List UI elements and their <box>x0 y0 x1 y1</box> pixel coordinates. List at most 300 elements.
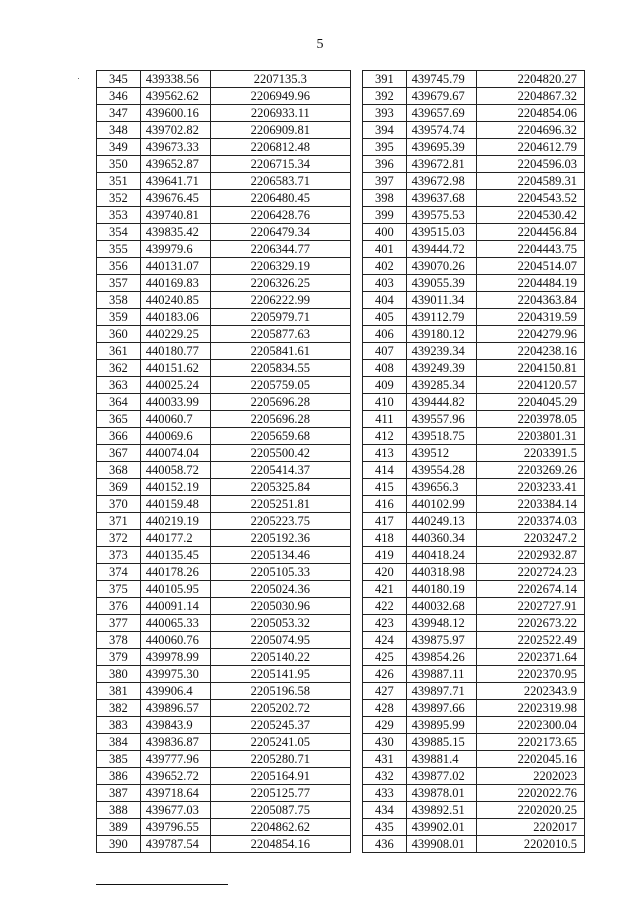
x-coordinate-cell: 440180.19 <box>406 581 476 598</box>
y-coordinate-cell: 2205202.72 <box>210 700 350 717</box>
x-coordinate-cell: 439652.72 <box>140 768 210 785</box>
y-coordinate-cell: 2206812.48 <box>210 139 350 156</box>
point-number-cell: 389 <box>97 819 141 836</box>
table-row <box>97 683 351 700</box>
x-coordinate-cell: 440065.33 <box>140 615 210 632</box>
point-number-cell: 355 <box>97 241 141 258</box>
table-row <box>97 258 351 275</box>
y-coordinate-cell: 2204589.31 <box>476 173 584 190</box>
table-row <box>363 751 585 768</box>
y-coordinate-cell: 2205696.28 <box>210 411 350 428</box>
table-row <box>97 819 351 836</box>
table-row <box>97 615 351 632</box>
table-row <box>363 666 585 683</box>
x-coordinate-cell: 439836.87 <box>140 734 210 751</box>
x-coordinate-cell: 440229.25 <box>140 326 210 343</box>
point-number-cell: 356 <box>97 258 141 275</box>
y-coordinate-cell: 2204484.19 <box>476 275 584 292</box>
y-coordinate-cell: 2204279.96 <box>476 326 584 343</box>
y-coordinate-cell: 2204854.16 <box>210 836 350 853</box>
table-row <box>363 598 585 615</box>
point-number-cell: 375 <box>97 581 141 598</box>
point-number-cell: 384 <box>97 734 141 751</box>
y-coordinate-cell: 2204867.32 <box>476 88 584 105</box>
x-coordinate-cell: 440318.98 <box>406 564 476 581</box>
table-row <box>97 462 351 479</box>
point-number-cell: 374 <box>97 564 141 581</box>
point-number-cell: 408 <box>363 360 407 377</box>
table-row <box>363 819 585 836</box>
x-coordinate-cell: 439575.53 <box>406 207 476 224</box>
y-coordinate-cell: 2206715.34 <box>210 156 350 173</box>
y-coordinate-cell: 2205087.75 <box>210 802 350 819</box>
table-row <box>363 292 585 309</box>
x-coordinate-cell: 439557.96 <box>406 411 476 428</box>
table-row <box>363 173 585 190</box>
table-row <box>363 258 585 275</box>
table-row <box>363 836 585 853</box>
y-coordinate-cell: 2205759.05 <box>210 377 350 394</box>
point-number-cell: 406 <box>363 326 407 343</box>
table-row <box>363 734 585 751</box>
x-coordinate-cell: 439249.39 <box>406 360 476 377</box>
y-coordinate-cell: 2206949.96 <box>210 88 350 105</box>
y-coordinate-cell: 2204820.27 <box>476 71 584 88</box>
y-coordinate-cell: 2203978.05 <box>476 411 584 428</box>
table-row <box>363 530 585 547</box>
y-coordinate-cell: 2205834.55 <box>210 360 350 377</box>
table-row <box>363 241 585 258</box>
x-coordinate-cell: 439854.26 <box>406 649 476 666</box>
footnote-separator <box>96 884 228 885</box>
y-coordinate-cell: 2204456.84 <box>476 224 584 241</box>
x-coordinate-cell: 439796.55 <box>140 819 210 836</box>
point-number-cell: 363 <box>97 377 141 394</box>
y-coordinate-cell: 2204238.16 <box>476 343 584 360</box>
table-row <box>363 802 585 819</box>
point-number-cell: 358 <box>97 292 141 309</box>
x-coordinate-cell: 439979.6 <box>140 241 210 258</box>
point-number-cell: 350 <box>97 156 141 173</box>
table-row <box>97 598 351 615</box>
y-coordinate-cell: 2206344.77 <box>210 241 350 258</box>
y-coordinate-cell: 2204862.62 <box>210 819 350 836</box>
x-coordinate-cell: 440159.48 <box>140 496 210 513</box>
x-coordinate-cell: 439897.66 <box>406 700 476 717</box>
table-row <box>363 513 585 530</box>
point-number-cell: 427 <box>363 683 407 700</box>
x-coordinate-cell: 439515.03 <box>406 224 476 241</box>
y-coordinate-cell: 2205659.68 <box>210 428 350 445</box>
point-number-cell: 368 <box>97 462 141 479</box>
point-number-cell: 382 <box>97 700 141 717</box>
point-number-cell: 395 <box>363 139 407 156</box>
table-row <box>363 632 585 649</box>
y-coordinate-cell: 2206909.81 <box>210 122 350 139</box>
table-row <box>97 445 351 462</box>
point-number-cell: 420 <box>363 564 407 581</box>
point-number-cell: 411 <box>363 411 407 428</box>
y-coordinate-cell: 2204543.52 <box>476 190 584 207</box>
y-coordinate-cell: 2204514.07 <box>476 258 584 275</box>
table-row <box>363 785 585 802</box>
table-row <box>363 88 585 105</box>
table-row <box>97 394 351 411</box>
point-number-cell: 412 <box>363 428 407 445</box>
point-number-cell: 393 <box>363 105 407 122</box>
x-coordinate-cell: 439672.81 <box>406 156 476 173</box>
table-row <box>97 751 351 768</box>
x-coordinate-cell: 440249.13 <box>406 513 476 530</box>
table-row <box>97 717 351 734</box>
x-coordinate-cell: 439892.51 <box>406 802 476 819</box>
table-row <box>97 190 351 207</box>
x-coordinate-cell: 439718.64 <box>140 785 210 802</box>
y-coordinate-cell: 2202017 <box>476 819 584 836</box>
y-coordinate-cell: 2205196.58 <box>210 683 350 700</box>
table-row <box>363 649 585 666</box>
x-coordinate-cell: 439239.34 <box>406 343 476 360</box>
y-coordinate-cell: 2205500.42 <box>210 445 350 462</box>
point-number-cell: 391 <box>363 71 407 88</box>
x-coordinate-cell: 440135.45 <box>140 547 210 564</box>
x-coordinate-cell: 440151.62 <box>140 360 210 377</box>
y-coordinate-cell: 2205280.71 <box>210 751 350 768</box>
x-coordinate-cell: 439285.34 <box>406 377 476 394</box>
x-coordinate-cell: 439656.3 <box>406 479 476 496</box>
point-number-cell: 416 <box>363 496 407 513</box>
point-number-cell: 361 <box>97 343 141 360</box>
x-coordinate-cell: 439338.56 <box>140 71 210 88</box>
x-coordinate-cell: 439672.98 <box>406 173 476 190</box>
point-number-cell: 435 <box>363 819 407 836</box>
y-coordinate-cell: 2203801.31 <box>476 428 584 445</box>
point-number-cell: 364 <box>97 394 141 411</box>
x-coordinate-cell: 440102.99 <box>406 496 476 513</box>
x-coordinate-cell: 439875.97 <box>406 632 476 649</box>
y-coordinate-cell: 2205030.96 <box>210 598 350 615</box>
y-coordinate-cell: 2202023 <box>476 768 584 785</box>
x-coordinate-cell: 440058.72 <box>140 462 210 479</box>
table-row <box>363 190 585 207</box>
x-coordinate-cell: 440178.26 <box>140 564 210 581</box>
y-coordinate-cell: 2204363.84 <box>476 292 584 309</box>
table-row <box>97 836 351 853</box>
table-row <box>97 802 351 819</box>
point-number-cell: 359 <box>97 309 141 326</box>
point-number-cell: 378 <box>97 632 141 649</box>
point-number-cell: 399 <box>363 207 407 224</box>
table-row <box>97 360 351 377</box>
table-row <box>363 496 585 513</box>
x-coordinate-cell: 440169.83 <box>140 275 210 292</box>
x-coordinate-cell: 439895.99 <box>406 717 476 734</box>
x-coordinate-cell: 439070.26 <box>406 258 476 275</box>
table-row <box>97 71 351 88</box>
y-coordinate-cell: 2205192.36 <box>210 530 350 547</box>
point-number-cell: 360 <box>97 326 141 343</box>
y-coordinate-cell: 2203384.14 <box>476 496 584 513</box>
table-row <box>363 394 585 411</box>
table-row <box>97 88 351 105</box>
x-coordinate-cell: 440074.04 <box>140 445 210 462</box>
x-coordinate-cell: 440183.06 <box>140 309 210 326</box>
point-number-cell: 349 <box>97 139 141 156</box>
y-coordinate-cell: 2205105.33 <box>210 564 350 581</box>
x-coordinate-cell: 439745.79 <box>406 71 476 88</box>
y-coordinate-cell: 2205325.84 <box>210 479 350 496</box>
y-coordinate-cell: 2204150.81 <box>476 360 584 377</box>
coordinates-table-right <box>362 70 585 853</box>
x-coordinate-cell: 439978.99 <box>140 649 210 666</box>
x-coordinate-cell: 439657.69 <box>406 105 476 122</box>
y-coordinate-cell: 2205241.05 <box>210 734 350 751</box>
point-number-cell: 430 <box>363 734 407 751</box>
table-row <box>363 479 585 496</box>
point-number-cell: 422 <box>363 598 407 615</box>
x-coordinate-cell: 439444.82 <box>406 394 476 411</box>
point-number-cell: 425 <box>363 649 407 666</box>
x-coordinate-cell: 439444.72 <box>406 241 476 258</box>
table-row <box>97 700 351 717</box>
table-row <box>97 105 351 122</box>
table-row <box>363 581 585 598</box>
x-coordinate-cell: 439975.30 <box>140 666 210 683</box>
x-coordinate-cell: 439637.68 <box>406 190 476 207</box>
x-coordinate-cell: 439896.57 <box>140 700 210 717</box>
table-row <box>363 122 585 139</box>
y-coordinate-cell: 2203374.03 <box>476 513 584 530</box>
y-coordinate-cell: 2205251.81 <box>210 496 350 513</box>
table-row <box>363 139 585 156</box>
point-number-cell: 409 <box>363 377 407 394</box>
y-coordinate-cell: 2202319.98 <box>476 700 584 717</box>
y-coordinate-cell: 2205223.75 <box>210 513 350 530</box>
table-row <box>363 683 585 700</box>
table-row <box>363 547 585 564</box>
y-coordinate-cell: 2202932.87 <box>476 547 584 564</box>
y-coordinate-cell: 2204045.29 <box>476 394 584 411</box>
table-row <box>97 768 351 785</box>
table-row <box>97 343 351 360</box>
table-row <box>97 275 351 292</box>
point-number-cell: 379 <box>97 649 141 666</box>
x-coordinate-cell: 439878.01 <box>406 785 476 802</box>
x-coordinate-cell: 439835.42 <box>140 224 210 241</box>
point-number-cell: 345 <box>97 71 141 88</box>
point-number-cell: 414 <box>363 462 407 479</box>
point-number-cell: 404 <box>363 292 407 309</box>
point-number-cell: 388 <box>97 802 141 819</box>
table-row <box>97 513 351 530</box>
y-coordinate-cell: 2203247.2 <box>476 530 584 547</box>
y-coordinate-cell: 2202045.16 <box>476 751 584 768</box>
x-coordinate-cell: 440180.77 <box>140 343 210 360</box>
x-coordinate-cell: 440152.19 <box>140 479 210 496</box>
x-coordinate-cell: 440177.2 <box>140 530 210 547</box>
table-row <box>363 105 585 122</box>
y-coordinate-cell: 2202020.25 <box>476 802 584 819</box>
table-row <box>97 292 351 309</box>
point-number-cell: 424 <box>363 632 407 649</box>
y-coordinate-cell: 2205841.61 <box>210 343 350 360</box>
y-coordinate-cell: 2203269.26 <box>476 462 584 479</box>
point-number-cell: 423 <box>363 615 407 632</box>
point-number-cell: 428 <box>363 700 407 717</box>
x-coordinate-cell: 440105.95 <box>140 581 210 598</box>
table-row <box>97 139 351 156</box>
point-number-cell: 410 <box>363 394 407 411</box>
point-number-cell: 376 <box>97 598 141 615</box>
point-number-cell: 426 <box>363 666 407 683</box>
table-row <box>97 547 351 564</box>
table-row <box>97 496 351 513</box>
table-row <box>97 156 351 173</box>
x-coordinate-cell: 439518.75 <box>406 428 476 445</box>
y-coordinate-cell: 2205696.28 <box>210 394 350 411</box>
x-coordinate-cell: 439673.33 <box>140 139 210 156</box>
margin-mark <box>78 78 79 79</box>
point-number-cell: 353 <box>97 207 141 224</box>
point-number-cell: 348 <box>97 122 141 139</box>
table-row <box>97 173 351 190</box>
y-coordinate-cell: 2202022.76 <box>476 785 584 802</box>
table-row <box>97 734 351 751</box>
y-coordinate-cell: 2205053.32 <box>210 615 350 632</box>
x-coordinate-cell: 440033.99 <box>140 394 210 411</box>
table-row <box>97 785 351 802</box>
y-coordinate-cell: 2205125.77 <box>210 785 350 802</box>
table-row <box>363 275 585 292</box>
point-number-cell: 415 <box>363 479 407 496</box>
point-number-cell: 433 <box>363 785 407 802</box>
y-coordinate-cell: 2202371.64 <box>476 649 584 666</box>
y-coordinate-cell: 2202724.23 <box>476 564 584 581</box>
table-row <box>97 241 351 258</box>
table-row <box>97 122 351 139</box>
table-row <box>363 360 585 377</box>
y-coordinate-cell: 2206933.11 <box>210 105 350 122</box>
y-coordinate-cell: 2205134.46 <box>210 547 350 564</box>
point-number-cell: 346 <box>97 88 141 105</box>
y-coordinate-cell: 2202522.49 <box>476 632 584 649</box>
point-number-cell: 390 <box>97 836 141 853</box>
x-coordinate-cell: 439554.28 <box>406 462 476 479</box>
x-coordinate-cell: 439740.81 <box>140 207 210 224</box>
y-coordinate-cell: 2205140.22 <box>210 649 350 666</box>
y-coordinate-cell: 2204120.57 <box>476 377 584 394</box>
table-row <box>363 156 585 173</box>
point-number-cell: 381 <box>97 683 141 700</box>
table-row <box>363 377 585 394</box>
table-row <box>97 224 351 241</box>
table-row <box>97 530 351 547</box>
table-row <box>97 309 351 326</box>
point-number-cell: 392 <box>363 88 407 105</box>
point-number-cell: 362 <box>97 360 141 377</box>
x-coordinate-cell: 439906.4 <box>140 683 210 700</box>
point-number-cell: 383 <box>97 717 141 734</box>
y-coordinate-cell: 2205414.37 <box>210 462 350 479</box>
table-row <box>97 428 351 445</box>
x-coordinate-cell: 440240.85 <box>140 292 210 309</box>
table-row <box>363 768 585 785</box>
y-coordinate-cell: 2204319.59 <box>476 309 584 326</box>
x-coordinate-cell: 439574.74 <box>406 122 476 139</box>
y-coordinate-cell: 2202173.65 <box>476 734 584 751</box>
y-coordinate-cell: 2206583.71 <box>210 173 350 190</box>
y-coordinate-cell: 2202727.91 <box>476 598 584 615</box>
x-coordinate-cell: 439600.16 <box>140 105 210 122</box>
table-row <box>363 411 585 428</box>
x-coordinate-cell: 439902.01 <box>406 819 476 836</box>
y-coordinate-cell: 2205877.63 <box>210 326 350 343</box>
y-coordinate-cell: 2202010.5 <box>476 836 584 853</box>
point-number-cell: 394 <box>363 122 407 139</box>
y-coordinate-cell: 2205024.36 <box>210 581 350 598</box>
x-coordinate-cell: 439702.82 <box>140 122 210 139</box>
point-number-cell: 373 <box>97 547 141 564</box>
x-coordinate-cell: 439887.11 <box>406 666 476 683</box>
y-coordinate-cell: 2203391.5 <box>476 445 584 462</box>
point-number-cell: 377 <box>97 615 141 632</box>
point-number-cell: 402 <box>363 258 407 275</box>
x-coordinate-cell: 440069.6 <box>140 428 210 445</box>
y-coordinate-cell: 2204696.32 <box>476 122 584 139</box>
point-number-cell: 366 <box>97 428 141 445</box>
table-row <box>363 71 585 88</box>
point-number-cell: 432 <box>363 768 407 785</box>
point-number-cell: 351 <box>97 173 141 190</box>
point-number-cell: 431 <box>363 751 407 768</box>
x-coordinate-cell: 439011.34 <box>406 292 476 309</box>
x-coordinate-cell: 439055.39 <box>406 275 476 292</box>
point-number-cell: 403 <box>363 275 407 292</box>
x-coordinate-cell: 439881.4 <box>406 751 476 768</box>
y-coordinate-cell: 2207135.3 <box>210 71 350 88</box>
point-number-cell: 419 <box>363 547 407 564</box>
x-coordinate-cell: 439777.96 <box>140 751 210 768</box>
point-number-cell: 367 <box>97 445 141 462</box>
table-row <box>97 207 351 224</box>
y-coordinate-cell: 2202370.95 <box>476 666 584 683</box>
page-number: 5 <box>316 37 324 52</box>
point-number-cell: 380 <box>97 666 141 683</box>
point-number-cell: 401 <box>363 241 407 258</box>
x-coordinate-cell: 439512 <box>406 445 476 462</box>
point-number-cell: 369 <box>97 479 141 496</box>
table-row <box>363 343 585 360</box>
x-coordinate-cell: 439787.54 <box>140 836 210 853</box>
y-coordinate-cell: 2204596.03 <box>476 156 584 173</box>
point-number-cell: 352 <box>97 190 141 207</box>
table-row <box>97 564 351 581</box>
x-coordinate-cell: 440060.76 <box>140 632 210 649</box>
y-coordinate-cell: 2202674.14 <box>476 581 584 598</box>
table-row <box>97 649 351 666</box>
table-row <box>97 411 351 428</box>
x-coordinate-cell: 439676.45 <box>140 190 210 207</box>
point-number-cell: 436 <box>363 836 407 853</box>
x-coordinate-cell: 440131.07 <box>140 258 210 275</box>
table-row <box>97 377 351 394</box>
table-row <box>97 479 351 496</box>
y-coordinate-cell: 2205074.95 <box>210 632 350 649</box>
y-coordinate-cell: 2204854.06 <box>476 105 584 122</box>
x-coordinate-cell: 439843.9 <box>140 717 210 734</box>
x-coordinate-cell: 439652.87 <box>140 156 210 173</box>
point-number-cell: 398 <box>363 190 407 207</box>
